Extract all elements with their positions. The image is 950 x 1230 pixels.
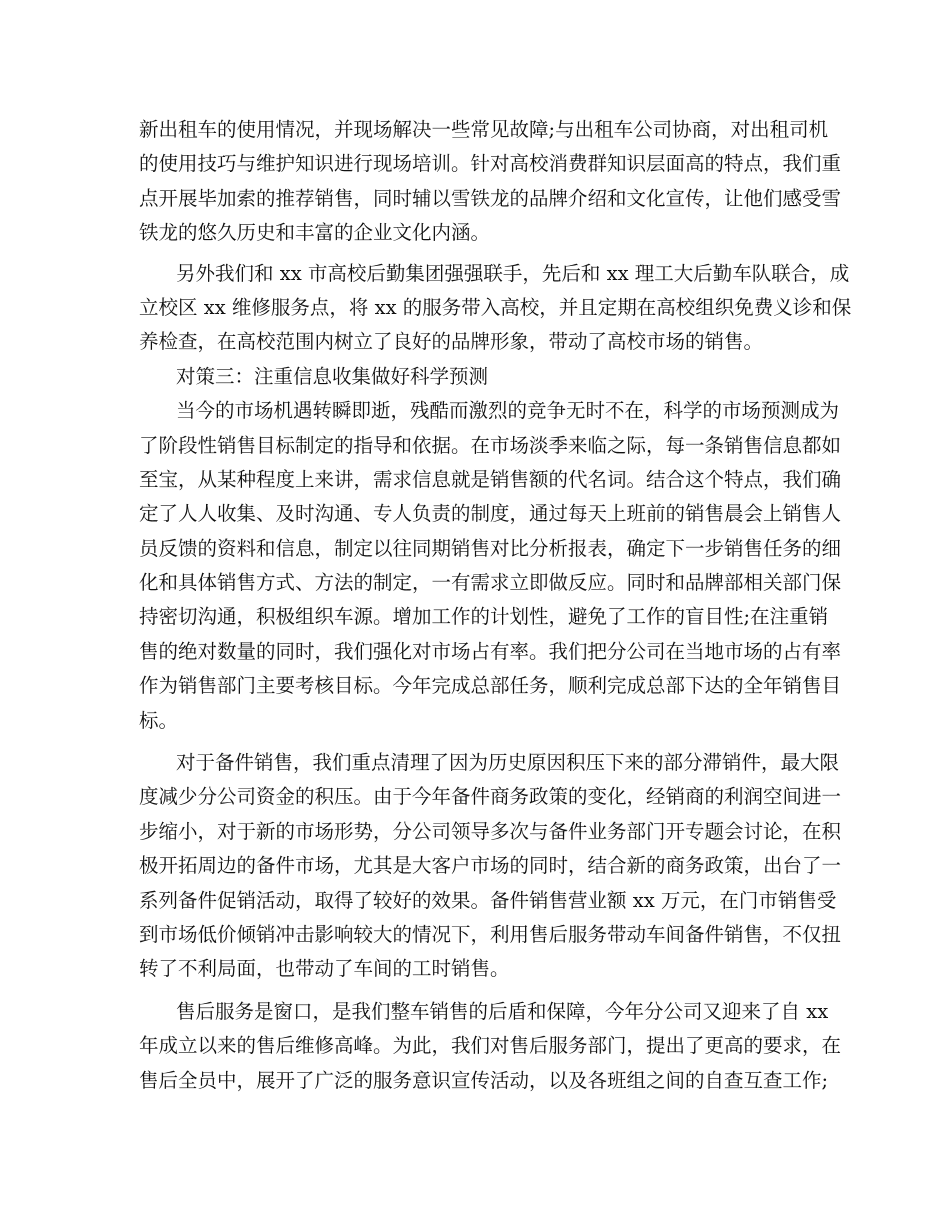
text-line: 到市场低价倾销冲击影响较大的情况下，利用售后服务带动车间备件销售，不仅扭 <box>139 922 842 946</box>
paragraph <box>139 113 842 251</box>
text-line: 极开拓周边的备件市场，尤其是大客户市场的同时，结合新的商务政策，出台了一 <box>139 854 842 878</box>
text-line: 员反馈的资料和信息，制定以往同期销售对比分析报表，确定下一步销售任务的细 <box>139 536 842 560</box>
text-line: 当今的市场机遇转瞬即逝，残酷而激烈的竞争无时不在，科学的市场预测成为 <box>176 399 840 423</box>
text-line: 售后全员中，展开了广泛的服务意识宣传活动，以及各班组之间的自查互查工作; <box>139 1068 829 1092</box>
text-line: 立校区 xx 维修服务点，将 xx 的服务带入高校，并且定期在高校组织免费义诊和保 <box>139 295 852 319</box>
paragraph <box>139 394 842 738</box>
text-line: 至宝，从某种程度上来讲，需求信息就是销售额的代名词。结合这个特点，我们确 <box>139 467 842 491</box>
text-line: 养检查，在高校范围内树立了良好的品牌形象，带动了高校市场的销售。 <box>139 330 764 354</box>
paragraph <box>139 360 815 394</box>
text-line: 系列备件促销活动，取得了较好的效果。备件销售营业额 xx 万元，在门市销售受 <box>139 888 837 912</box>
text-line: 转了不利局面，也带动了车间的工时销售。 <box>139 957 510 981</box>
text-line: 度减少分公司资金的积压。由于今年备件商务政策的变化，经销商的利润空间进一 <box>139 785 842 809</box>
text-line: 新出租车的使用情况，并现场解决一些常见故障;与出租车公司协商，对出租司机 <box>139 118 829 141</box>
text-line: 售的绝对数量的同时，我们强化对市场占有率。我们把分公司在当地市场的占有率 <box>139 639 842 663</box>
paragraph-gap <box>139 738 815 746</box>
text-line: 标。 <box>139 708 179 732</box>
text-line: 步缩小，对于新的市场形势，分公司领导多次与备件业务部门开专题会讨论，在积 <box>139 819 842 843</box>
text-line: 作为销售部门主要考核目标。今年完成总部任务，顺利完成总部下达的全年销售目 <box>139 674 842 698</box>
text-line: 年成立以来的售后维修高峰。为此，我们对售后服务部门，提出了更高的要求，在 <box>139 1034 842 1058</box>
text-line: 另外我们和 xx 市高校后勤集团强强联手，先后和 xx 理工大后勤车队联合，成 <box>176 261 850 285</box>
text-line: 持密切沟通，积极组织车源。增加工作的计划性，避免了工作的盲目性;在注重销 <box>139 605 829 629</box>
text-line: 铁龙的悠久历史和丰富的企业文化内涵。 <box>139 221 491 245</box>
paragraph <box>139 746 842 987</box>
text-line: 对于备件销售，我们重点清理了因为历史原因积压下来的部分滞销件，最大限 <box>176 751 840 775</box>
paragraph <box>139 257 852 360</box>
document-body <box>139 113 852 1098</box>
text-line: 化和具体销售方式、方法的制定，一有需求立即做反应。同时和品牌部相关部门保 <box>139 571 842 595</box>
paragraph <box>139 995 842 1098</box>
text-line: 了阶段性销售目标制定的指导和依据。在市场淡季来临之际，每一条销售信息都如 <box>139 433 842 457</box>
text-line: 对策三：注重信息收集做好科学预测 <box>176 364 489 388</box>
text-line: 点开展毕加索的推荐销售，同时辅以雪铁龙的品牌介绍和文化宣传，让他们感受雪 <box>139 186 842 210</box>
text-line: 定了人人收集、及时沟通、专人负责的制度，通过每天上班前的销售晨会上销售人 <box>139 502 842 526</box>
paragraph-gap <box>139 987 815 995</box>
text-line: 售后服务是窗口，是我们整车销售的后盾和保障，今年分公司又迎来了自 xx <box>176 999 829 1023</box>
text-line: 的使用技巧与维护知识进行现场培训。针对高校消费群知识层面高的特点，我们重 <box>139 152 842 176</box>
